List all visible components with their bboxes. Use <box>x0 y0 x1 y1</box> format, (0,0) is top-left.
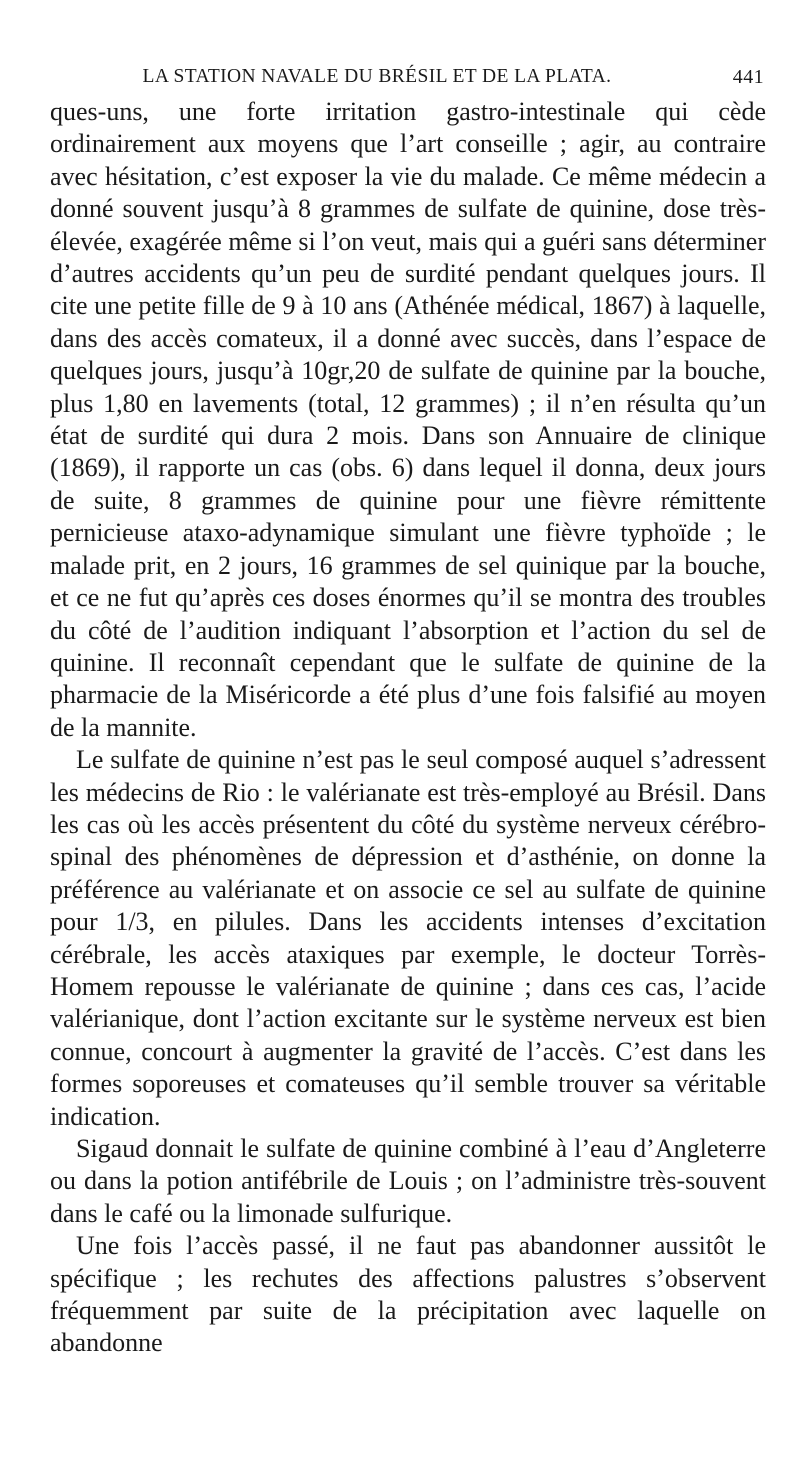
page-number: 441 <box>732 66 764 88</box>
running-header <box>50 62 766 96</box>
paragraph-sigaud: Sigaud donnait le sulfate de quinine combiné à l’eau d’Angleterre ou dans la potion antifébrile de Louis ; on l’administre très-souvent dans le café ou la limonade sulfurique. <box>50 1134 766 1228</box>
running-title: LA STATION NAVALE DU BRÉSIL ET DE LA PLATA. <box>142 66 612 87</box>
body-text <box>50 96 766 1360</box>
paragraph-continuation: ques-uns, une forte irritation gastro-intestinale qui cède ordinairement aux moyens que l’art conseille ; agir, au contraire avec hésitation, c’est exposer la vie du malade. Ce même médecin a donné souvent jusqu’à 8 grammes de sulfate de quinine, dose très-élevée, exagérée même si l’on veut, mais qui a guéri sans déterminer d’autres accidents qu’un peu de surdité pendant quelques jours. Il cite une petite fille de 9 à 10 ans (Athénée médical, 1867) à laquelle, dans des accès comateux, il a donné avec succès, dans l’espace de quelques jours, jusqu’à 10gr,20 de sulfate de quinine par la bouche, plus 1,80 en lavements (total, 12 grammes) ; il n’en résulta qu’un état de surdité qui dura 2 mois. Dans son Annuaire de clinique (1869), il rapporte un cas (obs. 6) dans lequel il donna, deux jours de suite, 8 grammes de quinine pour une fièvre rémittente pernicieuse ataxo-adynamique simulant une fièvre typhoïde ; le malade prit, en 2 jours, 16 grammes de sel quinique par la bouche, et ce ne fut qu’après ces doses énormes qu’il se montra des troubles du côté de l’audition indiquant l’absorption et l’action du sel de quinine. Il reconnaît cependant que le sulfate de quinine de la pharmacie de la Miséricorde a été plus d’une fois falsifié au moyen de la mannite. <box>50 97 766 742</box>
paragraph-relapses: Une fois l’accès passé, il ne faut pas abandonner aussitôt le spécifique ; les rechutes des affections palustres s’observent fréquemment par suite de la précipitation avec laquelle on abandonne <box>50 1231 766 1358</box>
paragraph-valerianate: Le sulfate de quinine n’est pas le seul composé auquel s’adressent les médecins de Rio : le valérianate est très-employé au Brésil. Dans les cas où les accès présentent du côté du système nerveux cérébro-spinal des phénomènes de dépression et d’asthénie, on donne la préférence au valérianate et on associe ce sel au sulfate de quinine pour 1/3, en pilules. Dans les accidents intenses d’excitation cérébrale, les accès ataxiques par exemple, le docteur Torrès-Homem repousse le valérianate de quinine ; dans ces cas, l’acide valérianique, dont l’action excitante sur le système nerveux est bien connue, concourt à augmenter la gravité de l’accès. C’est dans les formes soporeuses et comateuses qu’il semble trouver sa véritable indication. <box>50 745 766 1131</box>
book-page <box>50 62 766 1360</box>
